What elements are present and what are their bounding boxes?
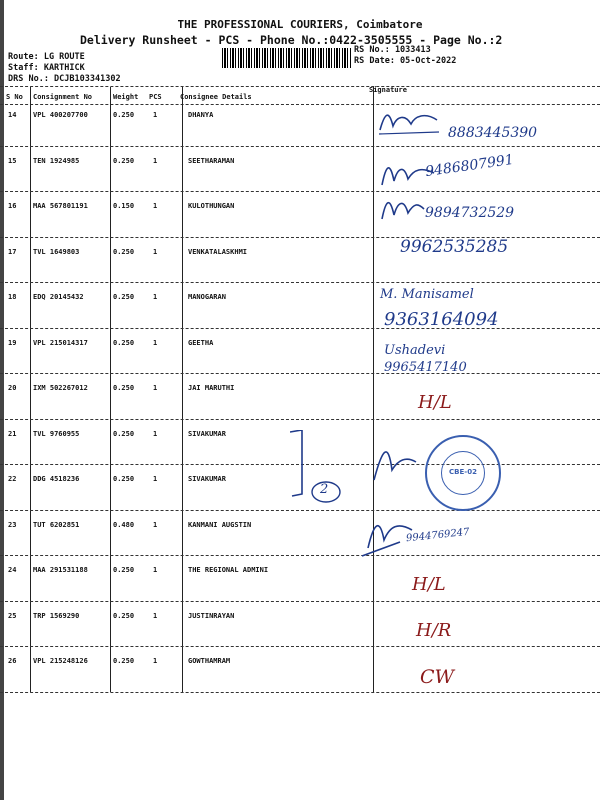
row-consignee: MANOGARAN	[188, 293, 226, 301]
handwritten-phone: 9944769247	[405, 526, 471, 545]
handwritten-mark: CW	[420, 666, 455, 688]
row-sno: 16	[8, 202, 17, 210]
row-weight: 0.250	[113, 566, 135, 574]
handwritten-phone: 9894732529	[425, 205, 515, 221]
row-consignment: VPL 400207700	[33, 111, 88, 119]
row-consignee: KULOTHUNGAN	[188, 202, 235, 210]
row-consignment: EDQ 20145432	[33, 293, 84, 301]
row-divider	[0, 646, 600, 647]
col-signature: Signature	[369, 86, 407, 94]
row-sno: 26	[8, 657, 17, 665]
row-consignee: VENKATALASKHMI	[188, 247, 248, 256]
row-sno: 15	[8, 156, 17, 165]
row-consignee: GOWTHAMRAM	[188, 657, 231, 665]
row-weight: 0.250	[113, 156, 135, 165]
col-consignment: Consignment No	[33, 93, 93, 101]
row-consignee: JAI MARUTHI	[188, 384, 235, 392]
col-consignee: Consignee Details	[180, 93, 252, 101]
row-consignment: VPL 215248126	[33, 657, 88, 665]
row-pcs: 1	[153, 520, 158, 529]
signature-scribble	[375, 106, 445, 140]
row-consignment: MAA 291531188	[33, 566, 88, 574]
row-consignee: THE REGIONAL ADMINI	[188, 566, 269, 574]
row-divider	[0, 191, 600, 192]
row-weight: 0.250	[113, 475, 135, 483]
handwritten-name: M. Manisamel	[380, 287, 474, 302]
row-pcs: 1	[153, 247, 158, 256]
row-pcs: 1	[153, 475, 158, 483]
col-pcs: PCS	[149, 93, 162, 101]
row-sno: 17	[8, 247, 17, 256]
row-weight: 0.150	[113, 202, 135, 210]
row-sno: 23	[8, 520, 17, 529]
seal-text: CBE-02	[449, 468, 477, 476]
col-sno: S No	[6, 93, 23, 101]
row-divider	[0, 555, 600, 556]
row-sno: 25	[8, 611, 17, 620]
handwritten-mark: H/L	[412, 574, 446, 595]
row-consignee: SIVAKUMAR	[188, 429, 226, 438]
row-consignee: DHANYA	[188, 111, 214, 119]
row-pcs: 1	[153, 338, 158, 347]
row-consignee: KANMANI AUGSTIN	[188, 520, 252, 529]
drs-number: DRS No.: DCJB103341302	[8, 74, 121, 84]
route-label: Route: LG ROUTE	[8, 52, 85, 62]
header-divider-bottom	[0, 104, 600, 105]
row-pcs: 1	[153, 384, 158, 392]
rs-date: RS Date: 05-Oct-2022	[354, 56, 457, 66]
row-divider	[0, 692, 600, 693]
row-weight: 0.250	[113, 247, 135, 256]
row-consignment: TEN 1924985	[33, 156, 80, 165]
row-divider	[0, 601, 600, 602]
row-weight: 0.250	[113, 111, 135, 119]
row-consignment: TVL 9760955	[33, 429, 80, 438]
row-consignment: MAA 567801191	[33, 202, 88, 210]
row-weight: 0.250	[113, 384, 135, 392]
col-weight: Weight	[113, 93, 139, 101]
handwritten-phone: 9486807991	[424, 151, 515, 181]
row-weight: 0.250	[113, 429, 135, 438]
handwritten-phone: 9965417140	[384, 360, 467, 375]
barcode	[222, 48, 352, 68]
row-pcs: 1	[153, 566, 158, 574]
bracket-scribble	[290, 430, 420, 510]
header-divider-top	[0, 86, 600, 87]
row-consignment: DDG 4518236	[33, 475, 80, 483]
row-divider	[0, 146, 600, 147]
row-pcs: 1	[153, 111, 158, 119]
row-pcs: 1	[153, 429, 158, 438]
handwritten-mark: H/R	[416, 620, 452, 641]
row-divider	[0, 282, 600, 283]
row-consignment: IXM 502267012	[33, 384, 88, 392]
row-divider	[0, 373, 600, 374]
row-sno: 14	[8, 111, 17, 119]
row-consignee: SEETHARAMAN	[188, 156, 235, 165]
signature-scribble	[378, 193, 428, 223]
row-weight: 0.250	[113, 338, 135, 347]
row-weight: 0.480	[113, 520, 135, 529]
scan-edge	[0, 0, 4, 800]
row-weight: 0.250	[113, 293, 135, 301]
row-pcs: 1	[153, 202, 158, 210]
row-sno: 18	[8, 293, 17, 301]
handwritten-mark: H/L	[418, 392, 452, 413]
row-consignment: TRP 1569290	[33, 611, 80, 620]
official-seal	[425, 435, 501, 511]
row-consignment: TVL 1649803	[33, 247, 80, 256]
row-divider	[0, 328, 600, 329]
row-consignee: GEETHA	[188, 338, 214, 347]
row-pcs: 1	[153, 293, 158, 301]
staff-label: Staff: KARTHICK	[8, 63, 85, 73]
row-weight: 0.250	[113, 611, 135, 620]
row-pcs: 1	[153, 156, 158, 165]
row-sno: 19	[8, 338, 17, 347]
handwritten-phone: 9363164094	[384, 309, 499, 330]
row-weight: 0.250	[113, 657, 135, 665]
row-consignment: TUT 6202851	[33, 520, 80, 529]
row-divider	[0, 419, 600, 420]
handwritten-mark: 2	[320, 482, 329, 497]
row-consignee: SIVAKUMAR	[188, 475, 226, 483]
row-sno: 21	[8, 429, 17, 438]
row-divider	[0, 237, 600, 238]
row-pcs: 1	[153, 657, 158, 665]
row-consignment: VPL 215014317	[33, 338, 88, 347]
rs-number: RS No.: 1033413	[354, 45, 431, 55]
row-sno: 20	[8, 384, 17, 392]
handwritten-name: Ushadevi	[384, 343, 446, 358]
row-pcs: 1	[153, 611, 158, 620]
row-sno: 22	[8, 475, 17, 483]
row-consignee: JUSTINRAYAN	[188, 611, 235, 620]
handwritten-phone: 9962535285	[400, 237, 509, 257]
row-sno: 24	[8, 566, 17, 574]
company-title: THE PROFESSIONAL COURIERS, Coimbatore	[177, 18, 423, 31]
runsheet-title: Delivery Runsheet - PCS - Phone No.:0422-3505555 - Page No.:2	[80, 33, 503, 47]
handwritten-phone: 8883445390	[448, 125, 538, 141]
